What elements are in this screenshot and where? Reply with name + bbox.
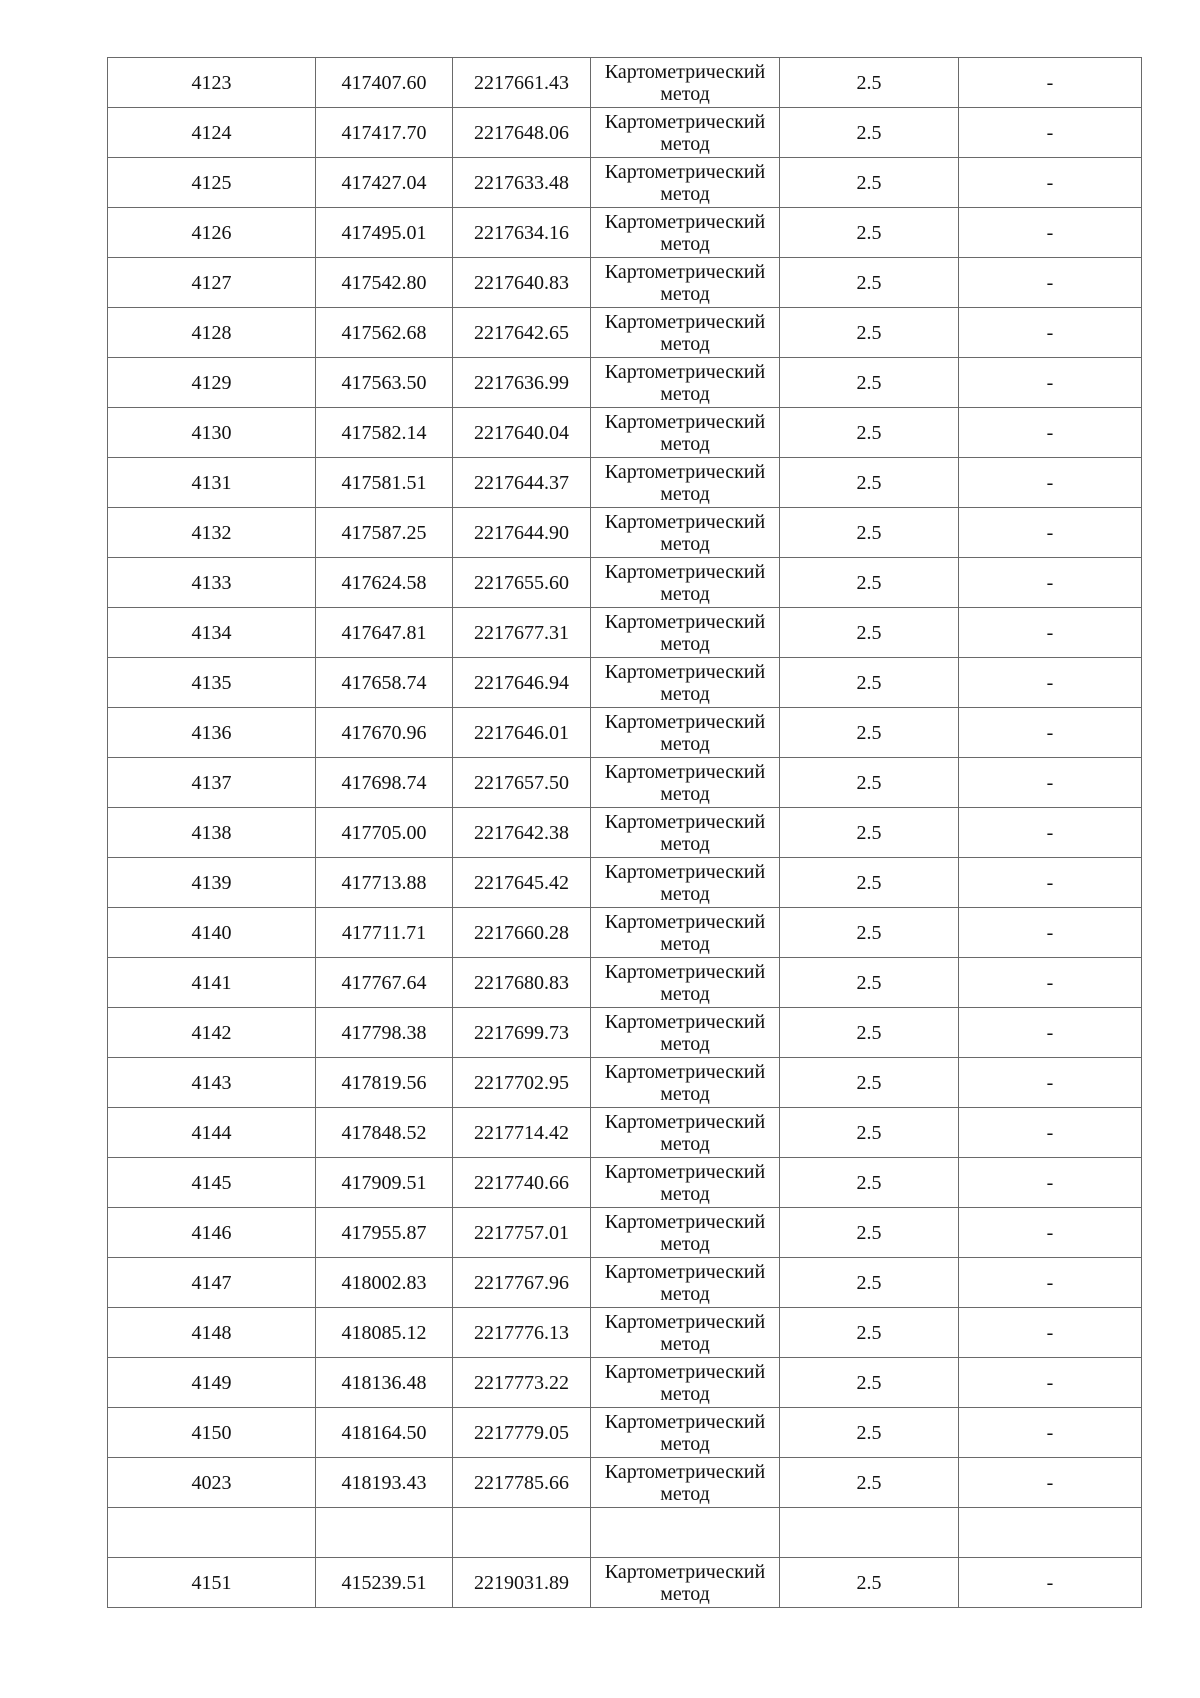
method-label-line1: Картометрический bbox=[604, 310, 766, 333]
table-row bbox=[108, 1208, 1142, 1258]
method-label-line1: Картометрический bbox=[604, 960, 766, 983]
method-label-line2: метод bbox=[660, 1432, 710, 1455]
method-label-line2: метод bbox=[660, 332, 710, 355]
x-coordinate-cell: 417848.52 bbox=[316, 1108, 453, 1158]
method-cell bbox=[591, 1458, 780, 1508]
point-number-cell: 4126 bbox=[108, 208, 316, 258]
y-coordinate-cell: 2217646.94 bbox=[453, 658, 591, 708]
method-cell bbox=[591, 758, 780, 808]
accuracy-cell: 2.5 bbox=[780, 958, 959, 1008]
method-cell bbox=[591, 1558, 780, 1608]
method-label-line2: метод bbox=[660, 132, 710, 155]
point-number-cell: 4146 bbox=[108, 1208, 316, 1258]
method-cell bbox=[591, 458, 780, 508]
y-coordinate-cell: 2217636.99 bbox=[453, 358, 591, 408]
x-coordinate-cell: 417427.04 bbox=[316, 158, 453, 208]
point-number-cell: 4127 bbox=[108, 258, 316, 308]
accuracy-cell: 2.5 bbox=[780, 1008, 959, 1058]
method-label-line2: метод bbox=[660, 1232, 710, 1255]
table-row bbox=[108, 208, 1142, 258]
table-row bbox=[108, 1058, 1142, 1108]
accuracy-cell: 2.5 bbox=[780, 1258, 959, 1308]
table-row bbox=[108, 1108, 1142, 1158]
method-cell bbox=[591, 708, 780, 758]
method-label-line1: Картометрический bbox=[604, 810, 766, 833]
method-label-line2: метод bbox=[660, 482, 710, 505]
table-row bbox=[108, 808, 1142, 858]
method-cell bbox=[591, 1258, 780, 1308]
x-coordinate-cell: 417407.60 bbox=[316, 58, 453, 108]
note-cell bbox=[959, 1508, 1142, 1558]
accuracy-cell: 2.5 bbox=[780, 1558, 959, 1608]
note-cell: - bbox=[959, 358, 1142, 408]
table-row bbox=[108, 558, 1142, 608]
accuracy-cell: 2.5 bbox=[780, 408, 959, 458]
point-number-cell: 4123 bbox=[108, 58, 316, 108]
point-number-cell: 4137 bbox=[108, 758, 316, 808]
method-label-line1: Картометрический bbox=[604, 710, 766, 733]
method-cell bbox=[591, 608, 780, 658]
coordinates-table bbox=[107, 57, 1142, 1608]
point-number-cell: 4136 bbox=[108, 708, 316, 758]
method-label-line2: метод bbox=[660, 1332, 710, 1355]
point-number-cell: 4023 bbox=[108, 1458, 316, 1508]
method-cell bbox=[591, 158, 780, 208]
y-coordinate-cell: 2217779.05 bbox=[453, 1408, 591, 1458]
accuracy-cell: 2.5 bbox=[780, 808, 959, 858]
accuracy-cell: 2.5 bbox=[780, 358, 959, 408]
accuracy-cell: 2.5 bbox=[780, 1208, 959, 1258]
note-cell: - bbox=[959, 508, 1142, 558]
coordinates-table-body bbox=[108, 58, 1142, 1608]
method-label-line1: Картометрический bbox=[604, 360, 766, 383]
method-label-line1: Картометрический bbox=[604, 660, 766, 683]
method-label-line2: метод bbox=[660, 382, 710, 405]
accuracy-cell: 2.5 bbox=[780, 708, 959, 758]
note-cell: - bbox=[959, 1208, 1142, 1258]
note-cell: - bbox=[959, 158, 1142, 208]
note-cell: - bbox=[959, 958, 1142, 1008]
note-cell: - bbox=[959, 1158, 1142, 1208]
table-row bbox=[108, 1258, 1142, 1308]
table-row bbox=[108, 1408, 1142, 1458]
method-label-line2: метод bbox=[660, 1582, 710, 1605]
y-coordinate-cell: 2217655.60 bbox=[453, 558, 591, 608]
x-coordinate-cell: 418002.83 bbox=[316, 1258, 453, 1308]
method-label-line1: Картометрический bbox=[604, 1360, 766, 1383]
table-row bbox=[108, 58, 1142, 108]
note-cell: - bbox=[959, 858, 1142, 908]
method-label-line2: метод bbox=[660, 1082, 710, 1105]
x-coordinate-cell: 417542.80 bbox=[316, 258, 453, 308]
accuracy-cell: 2.5 bbox=[780, 58, 959, 108]
method-label-line2: метод bbox=[660, 232, 710, 255]
note-cell: - bbox=[959, 408, 1142, 458]
note-cell: - bbox=[959, 1408, 1142, 1458]
method-label-line2: метод bbox=[660, 632, 710, 655]
method-cell bbox=[591, 58, 780, 108]
method-cell bbox=[591, 808, 780, 858]
table-row bbox=[108, 308, 1142, 358]
accuracy-cell: 2.5 bbox=[780, 1058, 959, 1108]
x-coordinate-cell: 417955.87 bbox=[316, 1208, 453, 1258]
point-number-cell: 4131 bbox=[108, 458, 316, 508]
point-number-cell: 4135 bbox=[108, 658, 316, 708]
x-coordinate-cell: 415239.51 bbox=[316, 1558, 453, 1608]
x-coordinate-cell: 418164.50 bbox=[316, 1408, 453, 1458]
accuracy-cell: 2.5 bbox=[780, 1108, 959, 1158]
accuracy-cell: 2.5 bbox=[780, 108, 959, 158]
method-label-line1: Картометрический bbox=[604, 1010, 766, 1033]
y-coordinate-cell: 2217757.01 bbox=[453, 1208, 591, 1258]
y-coordinate-cell: 2217646.01 bbox=[453, 708, 591, 758]
point-number-cell: 4151 bbox=[108, 1558, 316, 1608]
method-cell bbox=[591, 1158, 780, 1208]
method-label-line1: Картометрический bbox=[604, 110, 766, 133]
method-cell bbox=[591, 1308, 780, 1358]
method-label-line1: Картометрический bbox=[604, 1460, 766, 1483]
y-coordinate-cell: 2217661.43 bbox=[453, 58, 591, 108]
table-row bbox=[108, 458, 1142, 508]
method-cell bbox=[591, 508, 780, 558]
y-coordinate-cell: 2217645.42 bbox=[453, 858, 591, 908]
y-coordinate-cell: 2217633.48 bbox=[453, 158, 591, 208]
method-label-line2: метод bbox=[660, 1032, 710, 1055]
table-row bbox=[108, 108, 1142, 158]
point-number-cell: 4133 bbox=[108, 558, 316, 608]
x-coordinate-cell: 417658.74 bbox=[316, 658, 453, 708]
table-row bbox=[108, 758, 1142, 808]
note-cell: - bbox=[959, 1008, 1142, 1058]
method-label-line2: метод bbox=[660, 682, 710, 705]
accuracy-cell: 2.5 bbox=[780, 158, 959, 208]
point-number-cell: 4147 bbox=[108, 1258, 316, 1308]
y-coordinate-cell: 2217660.28 bbox=[453, 908, 591, 958]
method-label-line1: Картометрический bbox=[604, 60, 766, 83]
point-number-cell: 4138 bbox=[108, 808, 316, 858]
table-row bbox=[108, 1458, 1142, 1508]
method-cell bbox=[591, 1108, 780, 1158]
point-number-cell: 4149 bbox=[108, 1358, 316, 1408]
accuracy-cell: 2.5 bbox=[780, 1458, 959, 1508]
note-cell: - bbox=[959, 808, 1142, 858]
method-cell bbox=[591, 208, 780, 258]
note-cell: - bbox=[959, 908, 1142, 958]
y-coordinate-cell: 2217702.95 bbox=[453, 1058, 591, 1108]
method-label-line1: Картометрический bbox=[604, 760, 766, 783]
accuracy-cell: 2.5 bbox=[780, 858, 959, 908]
method-label-line2: метод bbox=[660, 1382, 710, 1405]
y-coordinate-cell: 2217740.66 bbox=[453, 1158, 591, 1208]
accuracy-cell: 2.5 bbox=[780, 1158, 959, 1208]
method-label-line2: метод bbox=[660, 932, 710, 955]
table-row bbox=[108, 408, 1142, 458]
table-row bbox=[108, 1508, 1142, 1558]
y-coordinate-cell: 2217644.90 bbox=[453, 508, 591, 558]
y-coordinate-cell: 2217642.65 bbox=[453, 308, 591, 358]
point-number-cell: 4141 bbox=[108, 958, 316, 1008]
point-number-cell: 4145 bbox=[108, 1158, 316, 1208]
method-label-line2: метод bbox=[660, 782, 710, 805]
y-coordinate-cell bbox=[453, 1508, 591, 1558]
method-label-line2: метод bbox=[660, 1282, 710, 1305]
x-coordinate-cell: 417819.56 bbox=[316, 1058, 453, 1108]
note-cell: - bbox=[959, 208, 1142, 258]
method-cell bbox=[591, 908, 780, 958]
method-cell bbox=[591, 658, 780, 708]
x-coordinate-cell: 417713.88 bbox=[316, 858, 453, 908]
x-coordinate-cell: 417587.25 bbox=[316, 508, 453, 558]
point-number-cell: 4132 bbox=[108, 508, 316, 558]
note-cell: - bbox=[959, 308, 1142, 358]
y-coordinate-cell: 2217634.16 bbox=[453, 208, 591, 258]
accuracy-cell: 2.5 bbox=[780, 208, 959, 258]
accuracy-cell: 2.5 bbox=[780, 1358, 959, 1408]
method-label-line2: метод bbox=[660, 432, 710, 455]
method-label-line1: Картометрический bbox=[604, 260, 766, 283]
method-label-line1: Картометрический bbox=[604, 210, 766, 233]
x-coordinate-cell: 418136.48 bbox=[316, 1358, 453, 1408]
method-label-line1: Картометрический bbox=[604, 1210, 766, 1233]
x-coordinate-cell: 417670.96 bbox=[316, 708, 453, 758]
note-cell: - bbox=[959, 258, 1142, 308]
method-label-line1: Картометрический bbox=[604, 1160, 766, 1183]
point-number-cell: 4144 bbox=[108, 1108, 316, 1158]
x-coordinate-cell: 417582.14 bbox=[316, 408, 453, 458]
y-coordinate-cell: 2217767.96 bbox=[453, 1258, 591, 1308]
point-number-cell: 4125 bbox=[108, 158, 316, 208]
table-row bbox=[108, 1158, 1142, 1208]
accuracy-cell: 2.5 bbox=[780, 758, 959, 808]
method-label-line2: метод bbox=[660, 532, 710, 555]
point-number-cell: 4142 bbox=[108, 1008, 316, 1058]
accuracy-cell: 2.5 bbox=[780, 658, 959, 708]
method-label-line2: метод bbox=[660, 1132, 710, 1155]
note-cell: - bbox=[959, 1258, 1142, 1308]
x-coordinate-cell: 417647.81 bbox=[316, 608, 453, 658]
point-number-cell: 4124 bbox=[108, 108, 316, 158]
x-coordinate-cell: 417563.50 bbox=[316, 358, 453, 408]
accuracy-cell: 2.5 bbox=[780, 458, 959, 508]
point-number-cell: 4134 bbox=[108, 608, 316, 658]
method-label-line1: Картометрический bbox=[604, 1110, 766, 1133]
method-cell bbox=[591, 1058, 780, 1108]
x-coordinate-cell: 417495.01 bbox=[316, 208, 453, 258]
note-cell: - bbox=[959, 1108, 1142, 1158]
method-label-line2: метод bbox=[660, 1482, 710, 1505]
method-cell bbox=[591, 258, 780, 308]
method-cell bbox=[591, 358, 780, 408]
y-coordinate-cell: 2217776.13 bbox=[453, 1308, 591, 1358]
y-coordinate-cell: 2217640.83 bbox=[453, 258, 591, 308]
x-coordinate-cell: 417581.51 bbox=[316, 458, 453, 508]
table-row bbox=[108, 1308, 1142, 1358]
note-cell: - bbox=[959, 1358, 1142, 1408]
method-label-line1: Картометрический bbox=[604, 160, 766, 183]
x-coordinate-cell: 417562.68 bbox=[316, 308, 453, 358]
method-label-line2: метод bbox=[660, 982, 710, 1005]
method-cell bbox=[591, 1008, 780, 1058]
method-label-line1: Картометрический bbox=[604, 1410, 766, 1433]
accuracy-cell bbox=[780, 1508, 959, 1558]
method-label-line2: метод bbox=[660, 82, 710, 105]
x-coordinate-cell bbox=[316, 1508, 453, 1558]
method-label-line1: Картометрический bbox=[604, 510, 766, 533]
y-coordinate-cell: 2217680.83 bbox=[453, 958, 591, 1008]
table-row bbox=[108, 1358, 1142, 1408]
note-cell: - bbox=[959, 1058, 1142, 1108]
accuracy-cell: 2.5 bbox=[780, 308, 959, 358]
method-cell bbox=[591, 308, 780, 358]
method-cell bbox=[591, 1208, 780, 1258]
note-cell: - bbox=[959, 58, 1142, 108]
accuracy-cell: 2.5 bbox=[780, 558, 959, 608]
table-row bbox=[108, 358, 1142, 408]
method-label-line1: Картометрический bbox=[604, 410, 766, 433]
method-label-line2: метод bbox=[660, 882, 710, 905]
method-cell bbox=[591, 958, 780, 1008]
y-coordinate-cell: 2217773.22 bbox=[453, 1358, 591, 1408]
y-coordinate-cell: 2217640.04 bbox=[453, 408, 591, 458]
method-label-line1: Картометрический bbox=[604, 1060, 766, 1083]
method-label-line2: метод bbox=[660, 1182, 710, 1205]
point-number-cell: 4139 bbox=[108, 858, 316, 908]
x-coordinate-cell: 417417.70 bbox=[316, 108, 453, 158]
method-cell bbox=[591, 408, 780, 458]
method-label-line2: метод bbox=[660, 732, 710, 755]
y-coordinate-cell: 2217642.38 bbox=[453, 808, 591, 858]
method-label-line1: Картометрический bbox=[604, 560, 766, 583]
note-cell: - bbox=[959, 658, 1142, 708]
note-cell: - bbox=[959, 1458, 1142, 1508]
point-number-cell: 4129 bbox=[108, 358, 316, 408]
y-coordinate-cell: 2217644.37 bbox=[453, 458, 591, 508]
method-cell bbox=[591, 1358, 780, 1408]
method-cell bbox=[591, 1408, 780, 1458]
y-coordinate-cell: 2217714.42 bbox=[453, 1108, 591, 1158]
method-cell bbox=[591, 108, 780, 158]
method-label-line2: метод bbox=[660, 182, 710, 205]
x-coordinate-cell: 417705.00 bbox=[316, 808, 453, 858]
method-label-line1: Картометрический bbox=[604, 610, 766, 633]
accuracy-cell: 2.5 bbox=[780, 258, 959, 308]
table-row bbox=[108, 508, 1142, 558]
method-label-line2: метод bbox=[660, 832, 710, 855]
accuracy-cell: 2.5 bbox=[780, 1308, 959, 1358]
point-number-cell: 4140 bbox=[108, 908, 316, 958]
point-number-cell: 4128 bbox=[108, 308, 316, 358]
method-label-line1: Картометрический bbox=[604, 1310, 766, 1333]
method-cell bbox=[591, 558, 780, 608]
table-row bbox=[108, 858, 1142, 908]
note-cell: - bbox=[959, 758, 1142, 808]
accuracy-cell: 2.5 bbox=[780, 608, 959, 658]
accuracy-cell: 2.5 bbox=[780, 908, 959, 958]
x-coordinate-cell: 417798.38 bbox=[316, 1008, 453, 1058]
x-coordinate-cell: 417767.64 bbox=[316, 958, 453, 1008]
note-cell: - bbox=[959, 608, 1142, 658]
y-coordinate-cell: 2217785.66 bbox=[453, 1458, 591, 1508]
y-coordinate-cell: 2219031.89 bbox=[453, 1558, 591, 1608]
note-cell: - bbox=[959, 708, 1142, 758]
table-row bbox=[108, 1008, 1142, 1058]
table-row bbox=[108, 908, 1142, 958]
table-row bbox=[108, 258, 1142, 308]
method-cell bbox=[591, 858, 780, 908]
point-number-cell bbox=[108, 1508, 316, 1558]
note-cell: - bbox=[959, 458, 1142, 508]
y-coordinate-cell: 2217699.73 bbox=[453, 1008, 591, 1058]
y-coordinate-cell: 2217657.50 bbox=[453, 758, 591, 808]
x-coordinate-cell: 417624.58 bbox=[316, 558, 453, 608]
accuracy-cell: 2.5 bbox=[780, 1408, 959, 1458]
point-number-cell: 4150 bbox=[108, 1408, 316, 1458]
x-coordinate-cell: 418193.43 bbox=[316, 1458, 453, 1508]
y-coordinate-cell: 2217677.31 bbox=[453, 608, 591, 658]
table-row bbox=[108, 658, 1142, 708]
x-coordinate-cell: 417711.71 bbox=[316, 908, 453, 958]
method-label-line2: метод bbox=[660, 282, 710, 305]
note-cell: - bbox=[959, 558, 1142, 608]
method-label-line1: Картометрический bbox=[604, 910, 766, 933]
note-cell: - bbox=[959, 108, 1142, 158]
point-number-cell: 4130 bbox=[108, 408, 316, 458]
table-row bbox=[108, 158, 1142, 208]
x-coordinate-cell: 418085.12 bbox=[316, 1308, 453, 1358]
table-row bbox=[108, 1558, 1142, 1608]
note-cell: - bbox=[959, 1558, 1142, 1608]
method-label-line1: Картометрический bbox=[604, 460, 766, 483]
table-row bbox=[108, 708, 1142, 758]
point-number-cell: 4148 bbox=[108, 1308, 316, 1358]
method-label-line1: Картометрический bbox=[604, 1260, 766, 1283]
method-cell bbox=[591, 1508, 780, 1558]
x-coordinate-cell: 417909.51 bbox=[316, 1158, 453, 1208]
method-label-line1: Картометрический bbox=[604, 1560, 766, 1583]
table-row bbox=[108, 608, 1142, 658]
table-row bbox=[108, 958, 1142, 1008]
note-cell: - bbox=[959, 1308, 1142, 1358]
accuracy-cell: 2.5 bbox=[780, 508, 959, 558]
method-label-line2: метод bbox=[660, 582, 710, 605]
point-number-cell: 4143 bbox=[108, 1058, 316, 1108]
method-label-line1: Картометрический bbox=[604, 860, 766, 883]
y-coordinate-cell: 2217648.06 bbox=[453, 108, 591, 158]
x-coordinate-cell: 417698.74 bbox=[316, 758, 453, 808]
